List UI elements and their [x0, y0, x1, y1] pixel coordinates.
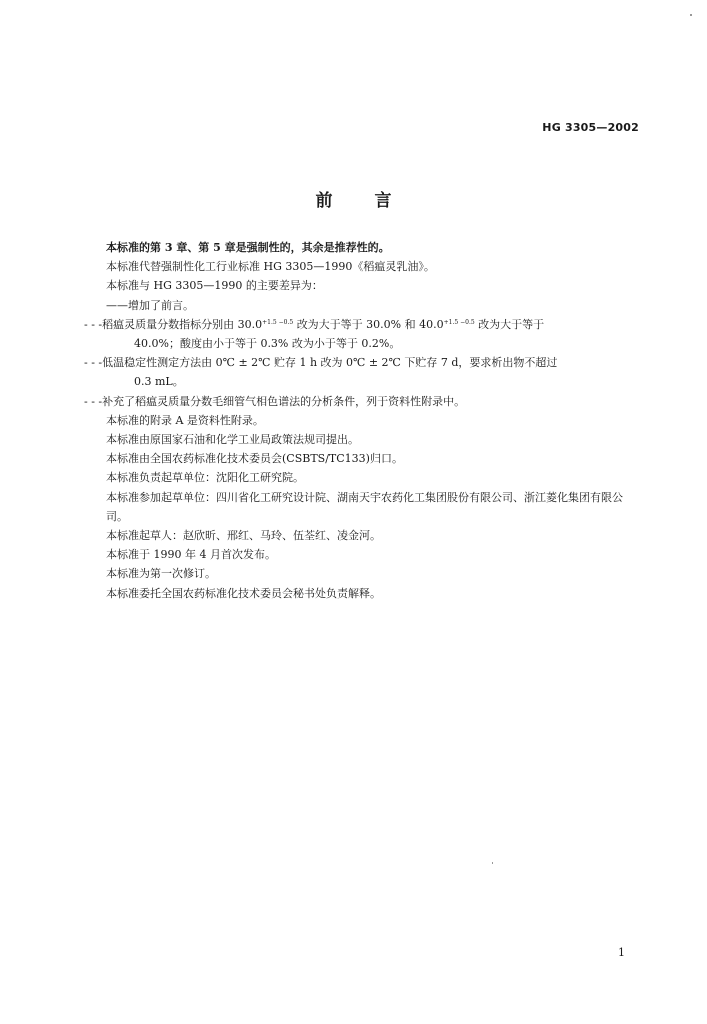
title-char-2: 言	[374, 191, 392, 211]
paragraph-centralized-by: 本标准由全国农药标准化技术委员会(CSBTS/TC133)归口。	[106, 452, 403, 466]
mass-fraction-continuation: 40.0%；酸度由小于等于 0.3% 改为小于等于 0.2%。	[134, 337, 401, 351]
tolerance-mark-1: +1.5 −0.5	[262, 318, 294, 326]
paragraph-drafters: 本标准起草人：赵欣昕、邢红、马玲、伍荃红、凌金河。	[106, 529, 381, 543]
paragraph-drafting-unit: 本标准负责起草单位：沈阳化工研究院。	[106, 471, 304, 485]
difference-item-mass-fraction	[84, 315, 641, 334]
mass-fraction-text-a: - - -稻瘟灵质量分数指标分别由 30.0	[84, 317, 263, 331]
low-temp-continuation: 0.3 mL。	[134, 375, 184, 389]
difference-item-low-temp: - - -低温稳定性测定方法由 0℃ ± 2℃ 贮存 1 h 改为 0℃ ± 2℃ 下贮存 7 d，要求析出物不超过	[84, 356, 558, 370]
paragraph-mandatory-chapters: 本标准的第 3 章、第 5 章是强制性的，其余是推荐性的。	[106, 241, 390, 254]
paragraph-appendix: 本标准的附录 A 是资料性附录。	[106, 413, 264, 427]
mass-fraction-text-c: 改为大于等于	[478, 317, 545, 331]
page-title	[0, 186, 707, 211]
standard-number: HG 3305—2002	[542, 121, 639, 134]
mass-fraction-text-b: 改为大于等于 30.0% 和 40.0	[296, 317, 444, 331]
paragraph-participating-units: 本标准参加起草单位：四川省化工研究设计院、湖南天宇农药化工集团股份有限公司、浙江菱化集团有限公司。	[106, 490, 623, 523]
tolerance-mark-2: +1.5 −0.5	[443, 318, 475, 326]
paragraph-revision: 本标准为第一次修订。	[106, 567, 216, 581]
difference-item-gc-conditions: - - -补充了稻瘟灵质量分数毛细管气相色谱法的分析条件，列于资料性附录中。	[84, 394, 466, 408]
scan-speck	[492, 862, 493, 864]
paragraph-replaces: 本标准代替强制性化工行业标准 HG 3305—1990《稻瘟灵乳油》。	[106, 260, 435, 274]
paragraph-proposed-by: 本标准由原国家石油和化学工业局政策法规司提出。	[106, 433, 359, 447]
difference-item-foreword: ——增加了前言。	[106, 298, 194, 312]
scan-speck	[690, 14, 692, 16]
paragraph-interpretation: 本标准委托全国农药标准化技术委员会秘书处负责解释。	[106, 586, 381, 600]
title-char-1: 前	[315, 191, 333, 211]
paragraph-first-issued: 本标准于 1990 年 4 月首次发布。	[106, 548, 276, 562]
paragraph-differences-intro: 本标准与 HG 3305—1990 的主要差异为：	[106, 279, 323, 293]
foreword-body	[84, 238, 641, 603]
page-number: 1	[618, 946, 625, 959]
